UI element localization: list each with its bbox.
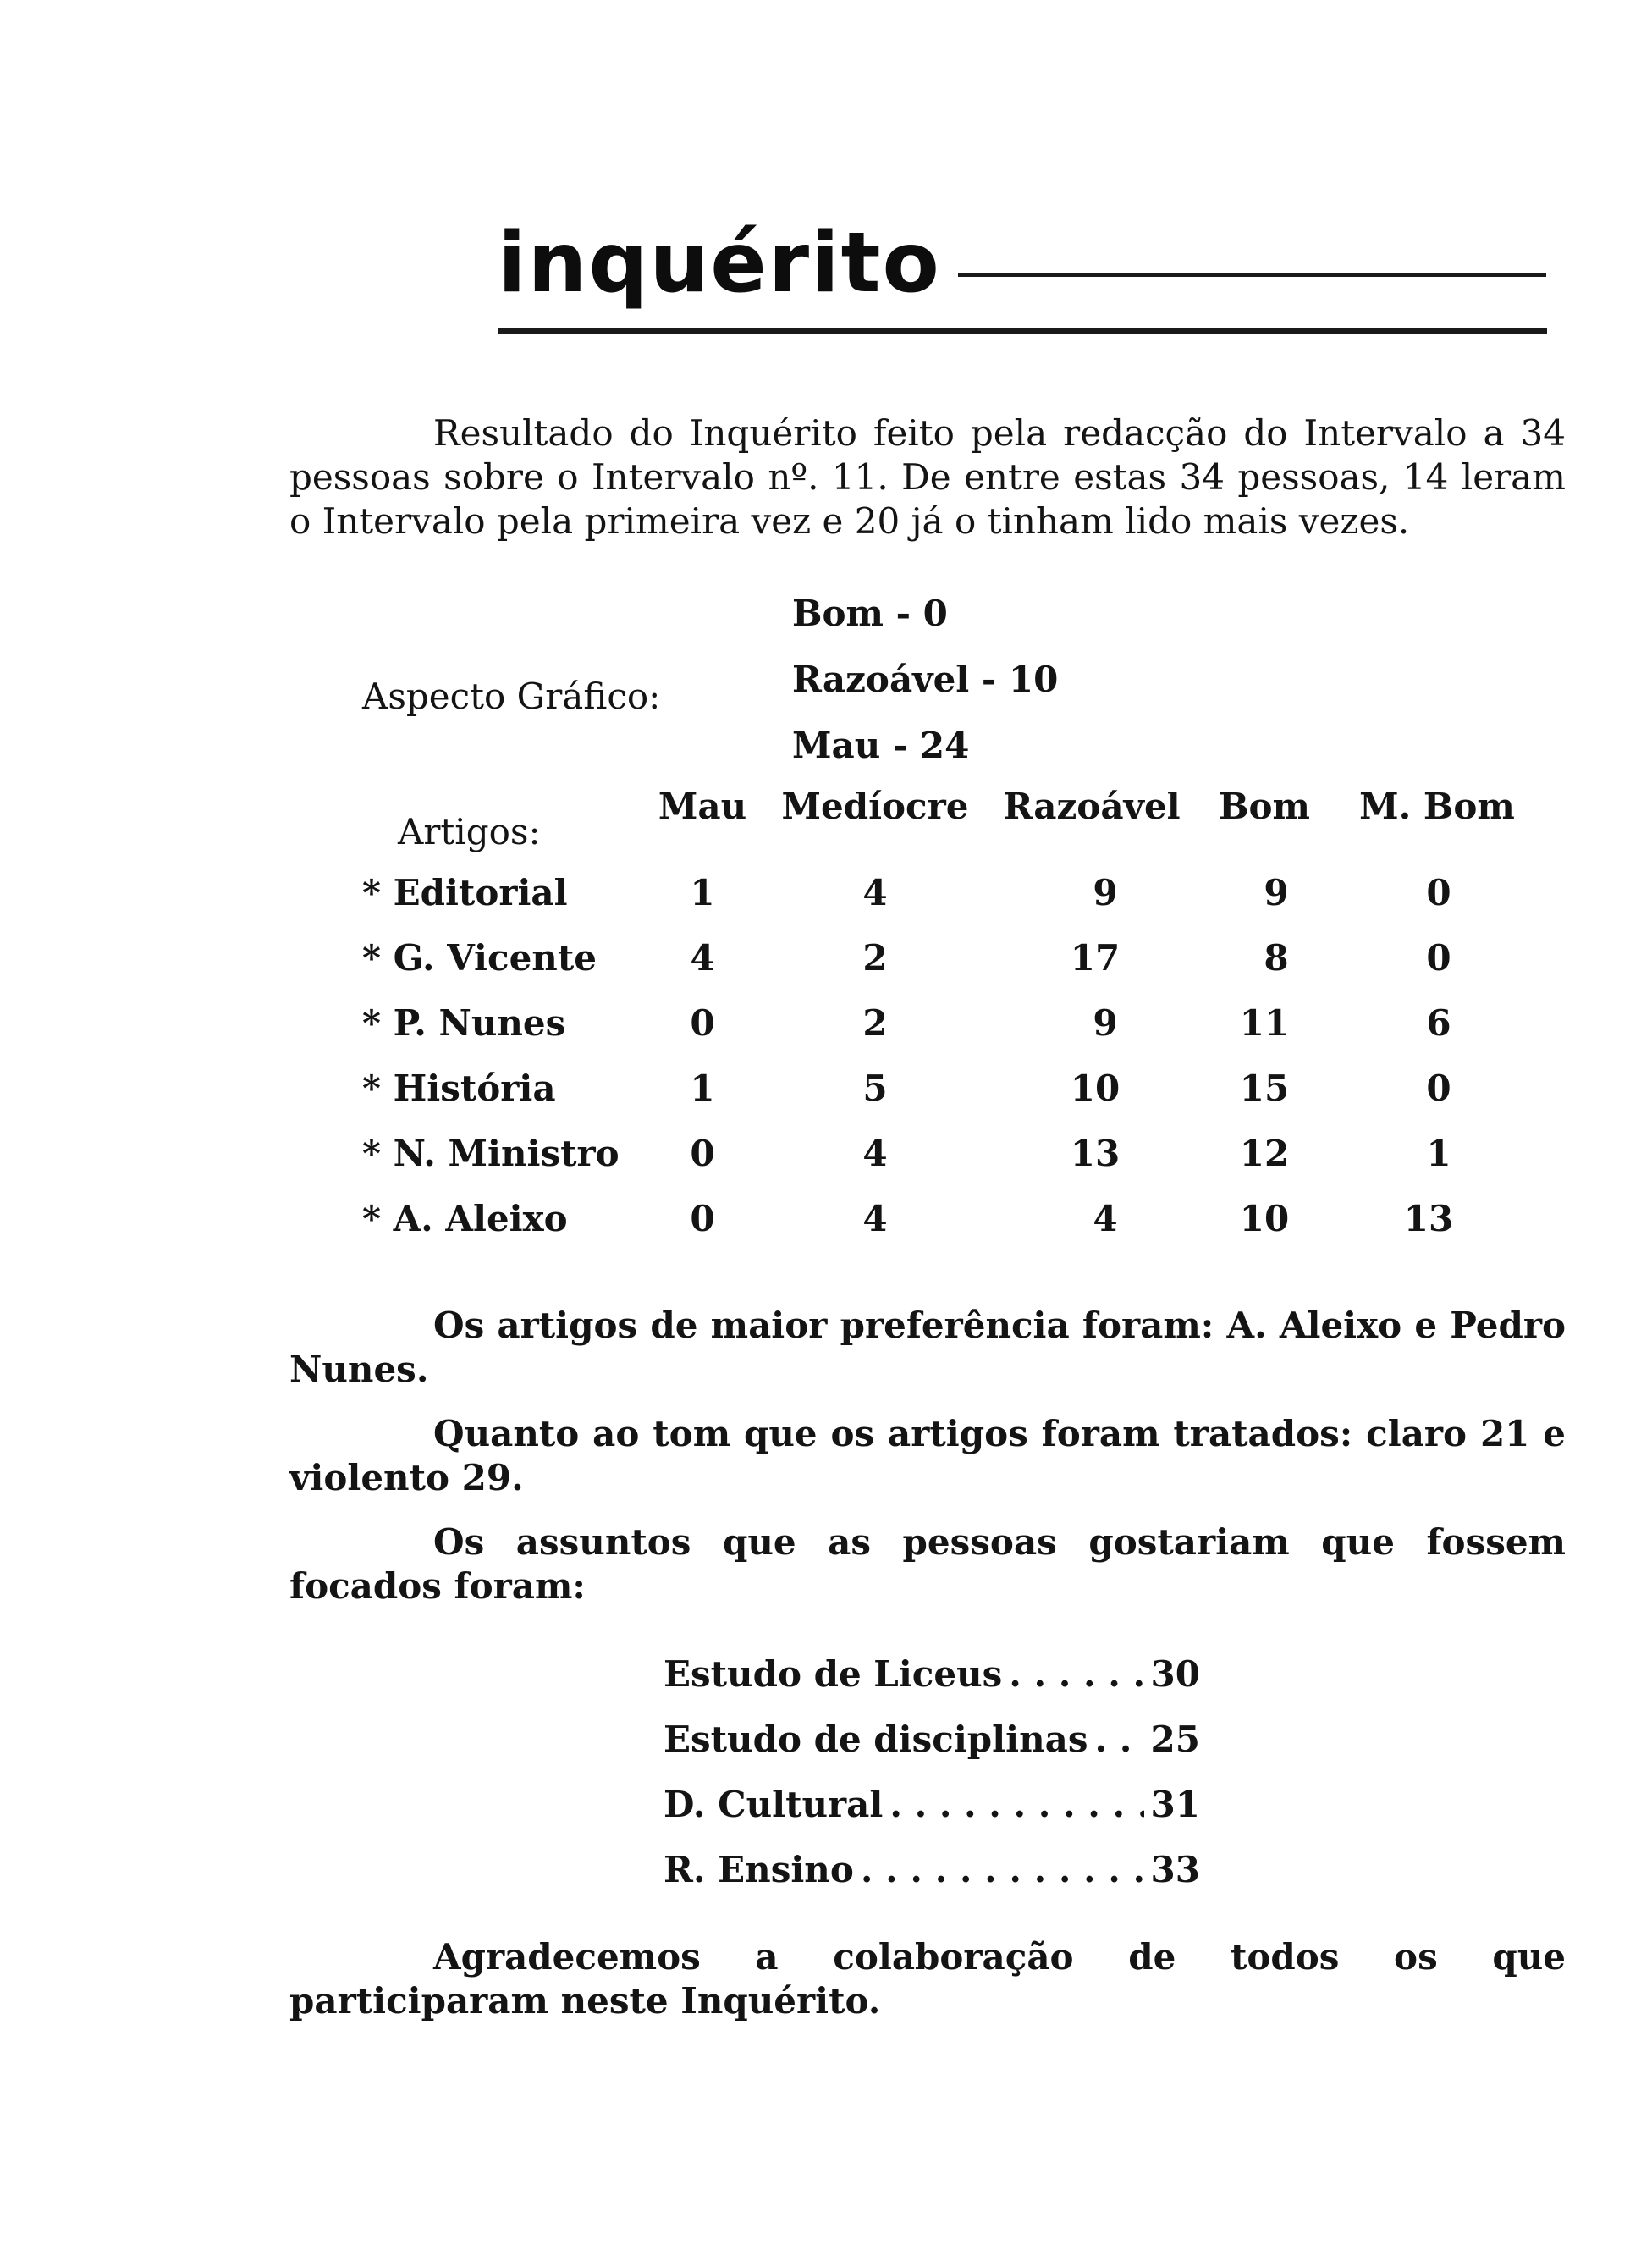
dot-leader — [889, 1784, 1143, 1825]
column-header-mediocre: Medíocre — [781, 786, 969, 827]
table-cell: 17 — [1070, 937, 1121, 979]
column-header-mau: Mau — [658, 786, 747, 827]
title-underline — [498, 328, 1547, 334]
column-header-bom: Bom — [1219, 786, 1310, 827]
topic-label: Estudo de Liceus — [664, 1653, 1003, 1695]
table-row-name: * P. Nunes — [362, 1002, 566, 1044]
agradecimento-paragraph: Agradecemos a colaboração de todos os que participaram neste Inquérito. — [289, 1936, 1566, 2022]
table-row-name: * N. Ministro — [362, 1133, 620, 1174]
table-cell: 1 — [1426, 1133, 1451, 1174]
table-cell: 4 — [1093, 1198, 1118, 1239]
title-rule — [958, 273, 1546, 277]
table-cell: 6 — [1426, 1002, 1451, 1044]
aspecto-item-razoavel: Razoável - 10 — [792, 659, 1059, 700]
table-cell: 11 — [1239, 1002, 1290, 1044]
table-cell: 9 — [1093, 1002, 1118, 1044]
aspecto-item-mau: Mau - 24 — [792, 725, 970, 766]
list-item — [664, 1849, 1200, 1890]
table-cell: 0 — [1426, 872, 1451, 913]
list-item — [664, 1653, 1200, 1695]
column-header-m-bom: M. Bom — [1359, 786, 1515, 827]
table-cell: 2 — [862, 937, 888, 979]
table-cell: 4 — [690, 937, 715, 979]
table-cell: 10 — [1070, 1068, 1121, 1109]
table-cell: 2 — [862, 1002, 888, 1044]
topic-value: 25 — [1150, 1719, 1200, 1760]
table-row-name: * História — [362, 1068, 556, 1109]
page-title: inquérito — [498, 215, 941, 312]
dot-leader — [1094, 1719, 1143, 1760]
aspecto-item-bom: Bom - 0 — [792, 593, 948, 634]
topic-label: Estudo de disciplinas — [664, 1719, 1088, 1760]
table-cell: 12 — [1239, 1133, 1290, 1174]
table-cell: 0 — [690, 1198, 715, 1239]
aspecto-label: Aspecto Gráfico: — [362, 676, 661, 717]
topic-label: D. Cultural — [664, 1784, 884, 1825]
table-cell: 0 — [1426, 937, 1451, 979]
topic-value: 33 — [1150, 1849, 1200, 1890]
table-row-name: * Editorial — [362, 872, 568, 913]
table-cell: 10 — [1239, 1198, 1290, 1239]
table-cell: 15 — [1239, 1068, 1290, 1109]
table-row-name: * G. Vicente — [362, 937, 597, 979]
table-row-name: * A. Aleixo — [362, 1198, 568, 1239]
topic-value: 31 — [1150, 1784, 1200, 1825]
dot-leader — [1009, 1653, 1143, 1695]
table-cell: 0 — [1426, 1068, 1451, 1109]
column-header-razoavel: Razoável — [1003, 786, 1181, 827]
table-cell: 1 — [690, 872, 715, 913]
table-cell: 8 — [1264, 937, 1289, 979]
table-cell: 4 — [862, 1133, 888, 1174]
table-cell: 4 — [862, 1198, 888, 1239]
intro-paragraph: Resultado do Inquérito feito pela redacção do Intervalo a 34 pessoas sobre o Intervalo nº. 11. De entre estas 34 pessoas, 14 leram o Intervalo pela primeira vez e 20 já o tinham lido mais vezes. — [289, 412, 1566, 542]
table-cell: 5 — [862, 1068, 888, 1109]
table-cell: 9 — [1264, 872, 1289, 913]
tom-paragraph: Quanto ao tom que os artigos foram tratados: claro 21 e violento 29. — [289, 1413, 1566, 1498]
topic-label: R. Ensino — [664, 1849, 854, 1890]
list-item — [664, 1719, 1200, 1760]
table-cell: 13 — [1403, 1198, 1454, 1239]
preferencia-paragraph: Os artigos de maior preferência foram: A. Aleixo e Pedro Nunes. — [289, 1305, 1566, 1390]
topic-value: 30 — [1150, 1653, 1200, 1695]
table-cell: 0 — [690, 1002, 715, 1044]
artigos-label: Artigos: — [398, 811, 541, 852]
table-cell: 9 — [1093, 872, 1118, 913]
table-cell: 4 — [862, 872, 888, 913]
table-cell: 0 — [690, 1133, 715, 1174]
dot-leader — [861, 1849, 1144, 1890]
table-cell: 13 — [1070, 1133, 1121, 1174]
assuntos-intro-paragraph: Os assuntos que as pessoas gostariam que fossem focados foram: — [289, 1521, 1566, 1607]
table-cell: 1 — [690, 1068, 715, 1109]
list-item — [664, 1784, 1200, 1825]
